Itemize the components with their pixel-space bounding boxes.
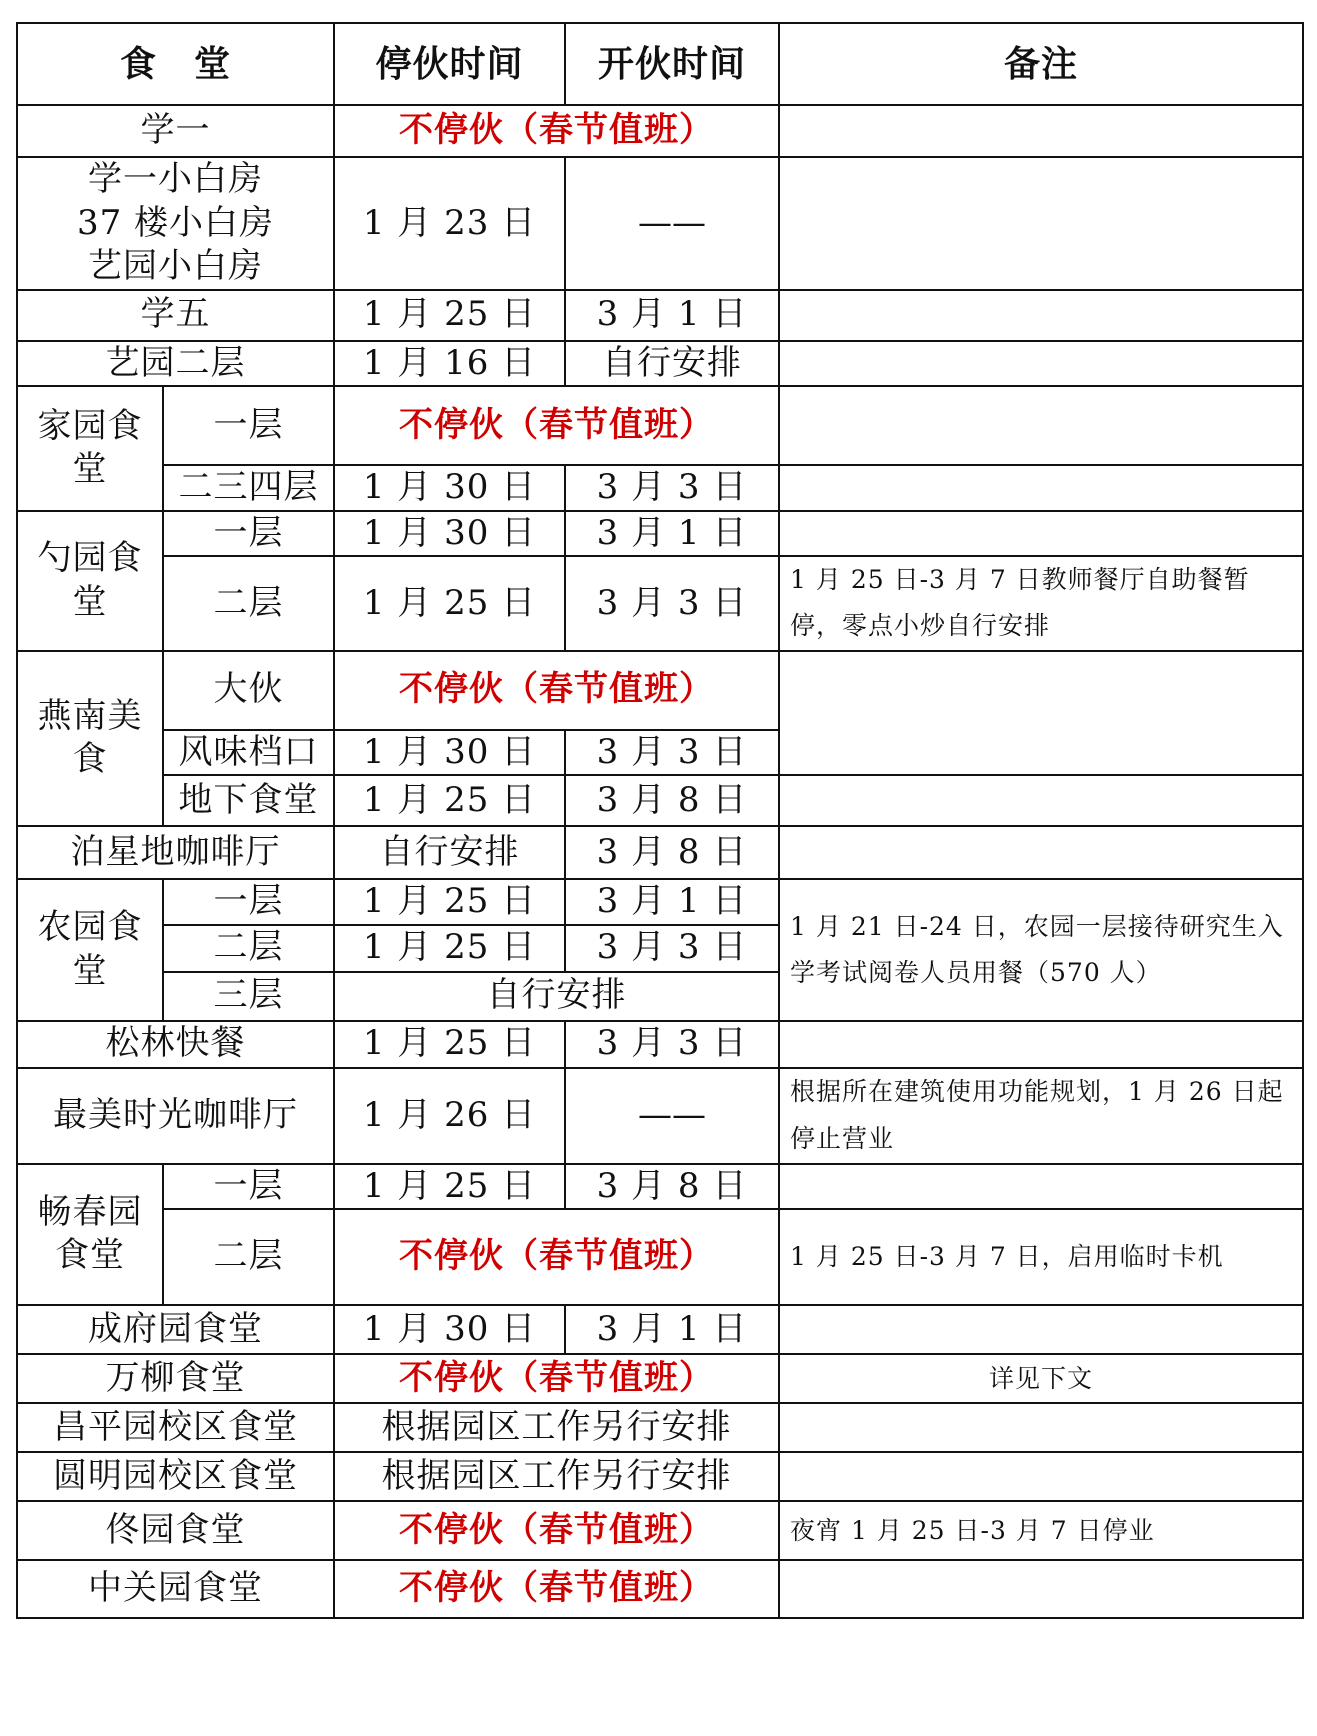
table-row [17,157,1303,290]
floor-label: 地下食堂 [163,775,334,826]
stop-date: 1 月 25 日 [334,1021,565,1068]
status-text: 不停伙（春节值班） [334,651,779,730]
table-row [17,1068,1303,1164]
table-row [17,1209,1303,1305]
table-row [17,1164,1303,1210]
stop-date: 1 月 25 日 [334,1164,565,1210]
floor-label: 二层 [163,556,334,651]
table-row [17,879,1303,925]
header-canteen: 食 堂 [17,23,334,105]
canteen-name: 成府园食堂 [17,1305,334,1354]
start-date: —— [565,157,779,290]
floor-label: 二层 [163,1209,334,1305]
stop-date: 1 月 26 日 [334,1068,565,1164]
start-date: 3 月 3 日 [565,465,779,511]
start-date: 3 月 8 日 [565,826,779,879]
note-cell [779,157,1303,290]
stop-date: 1 月 30 日 [334,730,565,776]
start-date: 3 月 1 日 [565,511,779,557]
canteen-name-line: 37 楼小白房 [76,202,275,243]
note-cell [779,1164,1303,1210]
canteen-name: 佟园食堂 [17,1501,334,1560]
table-row [17,556,1303,651]
note-cell [779,826,1303,879]
stop-date: 1 月 25 日 [334,925,565,972]
note-cell [779,386,1303,465]
start-date: 3 月 8 日 [565,775,779,826]
table-row [17,1452,1303,1501]
note-cell [779,105,1303,157]
floor-label: 二层 [163,925,334,972]
table-row [17,1560,1303,1618]
canteen-name: 艺园二层 [17,341,334,387]
status-text: 不停伙（春节值班） [334,386,779,465]
floor-label: 风味档口 [163,730,334,776]
note-cell [779,1021,1303,1068]
note-cell [779,775,1303,826]
status-text: 不停伙（春节值班） [334,1209,779,1305]
start-date: 3 月 1 日 [565,879,779,925]
table-row [17,1501,1303,1560]
canteen-name-line: 学一小白房 [88,159,263,199]
start-date: 3 月 3 日 [565,925,779,972]
canteen-name-line: 艺园小白房 [88,246,263,287]
canteen-name: 泊星地咖啡厅 [17,826,334,879]
table-row [17,465,1303,511]
status-text: 不停伙（春节值班） [334,105,779,157]
table-row [17,826,1303,879]
table-row [17,386,1303,465]
header-notes: 备注 [779,23,1303,105]
start-date: 3 月 3 日 [565,730,779,776]
start-date: 自行安排 [565,341,779,387]
canteen-schedule-table [16,22,1304,1619]
note-cell: 根据所在建筑使用功能规划，1 月 26 日起停止营业 [779,1068,1303,1164]
floor-label: 一层 [163,1164,334,1210]
table-row [17,651,1303,730]
canteen-name: 松林快餐 [17,1021,334,1068]
note-cell [779,465,1303,511]
stop-date: 1 月 30 日 [334,465,565,511]
start-date: —— [565,1068,779,1164]
floor-label: 一层 [163,879,334,925]
canteen-name: 学五 [17,290,334,341]
stop-date: 1 月 30 日 [334,511,565,557]
status-text: 不停伙（春节值班） [334,1354,779,1403]
stop-date: 自行安排 [334,826,565,879]
canteen-name: 农园食堂 [17,879,163,1021]
note-cell: 1 月 25 日-3 月 7 日，启用临时卡机 [779,1209,1303,1305]
note-cell [779,341,1303,387]
header-stop-time: 停伙时间 [334,23,565,105]
table-row [17,511,1303,557]
stop-date: 1 月 25 日 [334,775,565,826]
note-cell: 夜宵 1 月 25 日-3 月 7 日停业 [779,1501,1303,1560]
note-cell: 详见下文 [779,1354,1303,1403]
note-cell [779,651,1303,776]
floor-label: 一层 [163,511,334,557]
stop-date: 1 月 30 日 [334,1305,565,1354]
header-row [17,23,1303,105]
note-cell [779,1403,1303,1452]
canteen-name: 中关园食堂 [17,1560,334,1618]
note-cell [779,1452,1303,1501]
note-cell [779,1305,1303,1354]
canteen-name: 勺园食堂 [17,511,163,651]
canteen-name: 最美时光咖啡厅 [17,1068,334,1164]
note-cell [779,511,1303,557]
table-row [17,341,1303,387]
table-row [17,775,1303,826]
stop-date: 1 月 16 日 [334,341,565,387]
note-cell: 1 月 25 日-3 月 7 日教师餐厅自助餐暂停，零点小炒自行安排 [779,556,1303,651]
floor-label: 二三四层 [163,465,334,511]
header-start-time: 开伙时间 [565,23,779,105]
stop-date: 1 月 25 日 [334,879,565,925]
table-row [17,290,1303,341]
start-date: 3 月 3 日 [565,1021,779,1068]
status-text: 不停伙（春节值班） [334,1560,779,1618]
canteen-name: 昌平园校区食堂 [17,1403,334,1452]
start-date: 3 月 8 日 [565,1164,779,1210]
note-cell [779,1560,1303,1618]
note-cell: 1 月 21 日-24 日，农园一层接待研究生入学考试阅卷人员用餐（570 人） [779,879,1303,1021]
status-text: 根据园区工作另行安排 [334,1452,779,1501]
canteen-name [17,157,334,290]
canteen-name: 学一 [17,105,334,157]
floor-label: 三层 [163,972,334,1021]
status-text: 根据园区工作另行安排 [334,1403,779,1452]
floor-label: 大伙 [163,651,334,730]
status-text: 不停伙（春节值班） [334,1501,779,1560]
table-row [17,1403,1303,1452]
table-row [17,105,1303,157]
canteen-name: 家园食堂 [17,386,163,511]
table-row [17,1021,1303,1068]
table-row [17,1354,1303,1403]
canteen-name: 圆明园校区食堂 [17,1452,334,1501]
canteen-name: 畅春园食堂 [17,1164,163,1306]
status-text: 自行安排 [334,972,779,1021]
floor-label: 一层 [163,386,334,465]
table-row [17,1305,1303,1354]
note-cell [779,290,1303,341]
start-date: 3 月 3 日 [565,556,779,651]
canteen-name: 燕南美食 [17,651,163,827]
start-date: 3 月 1 日 [565,290,779,341]
start-date: 3 月 1 日 [565,1305,779,1354]
canteen-name: 万柳食堂 [17,1354,334,1403]
stop-date: 1 月 25 日 [334,290,565,341]
stop-date: 1 月 25 日 [334,556,565,651]
stop-date: 1 月 23 日 [334,157,565,290]
schedule-document [16,22,1302,1619]
